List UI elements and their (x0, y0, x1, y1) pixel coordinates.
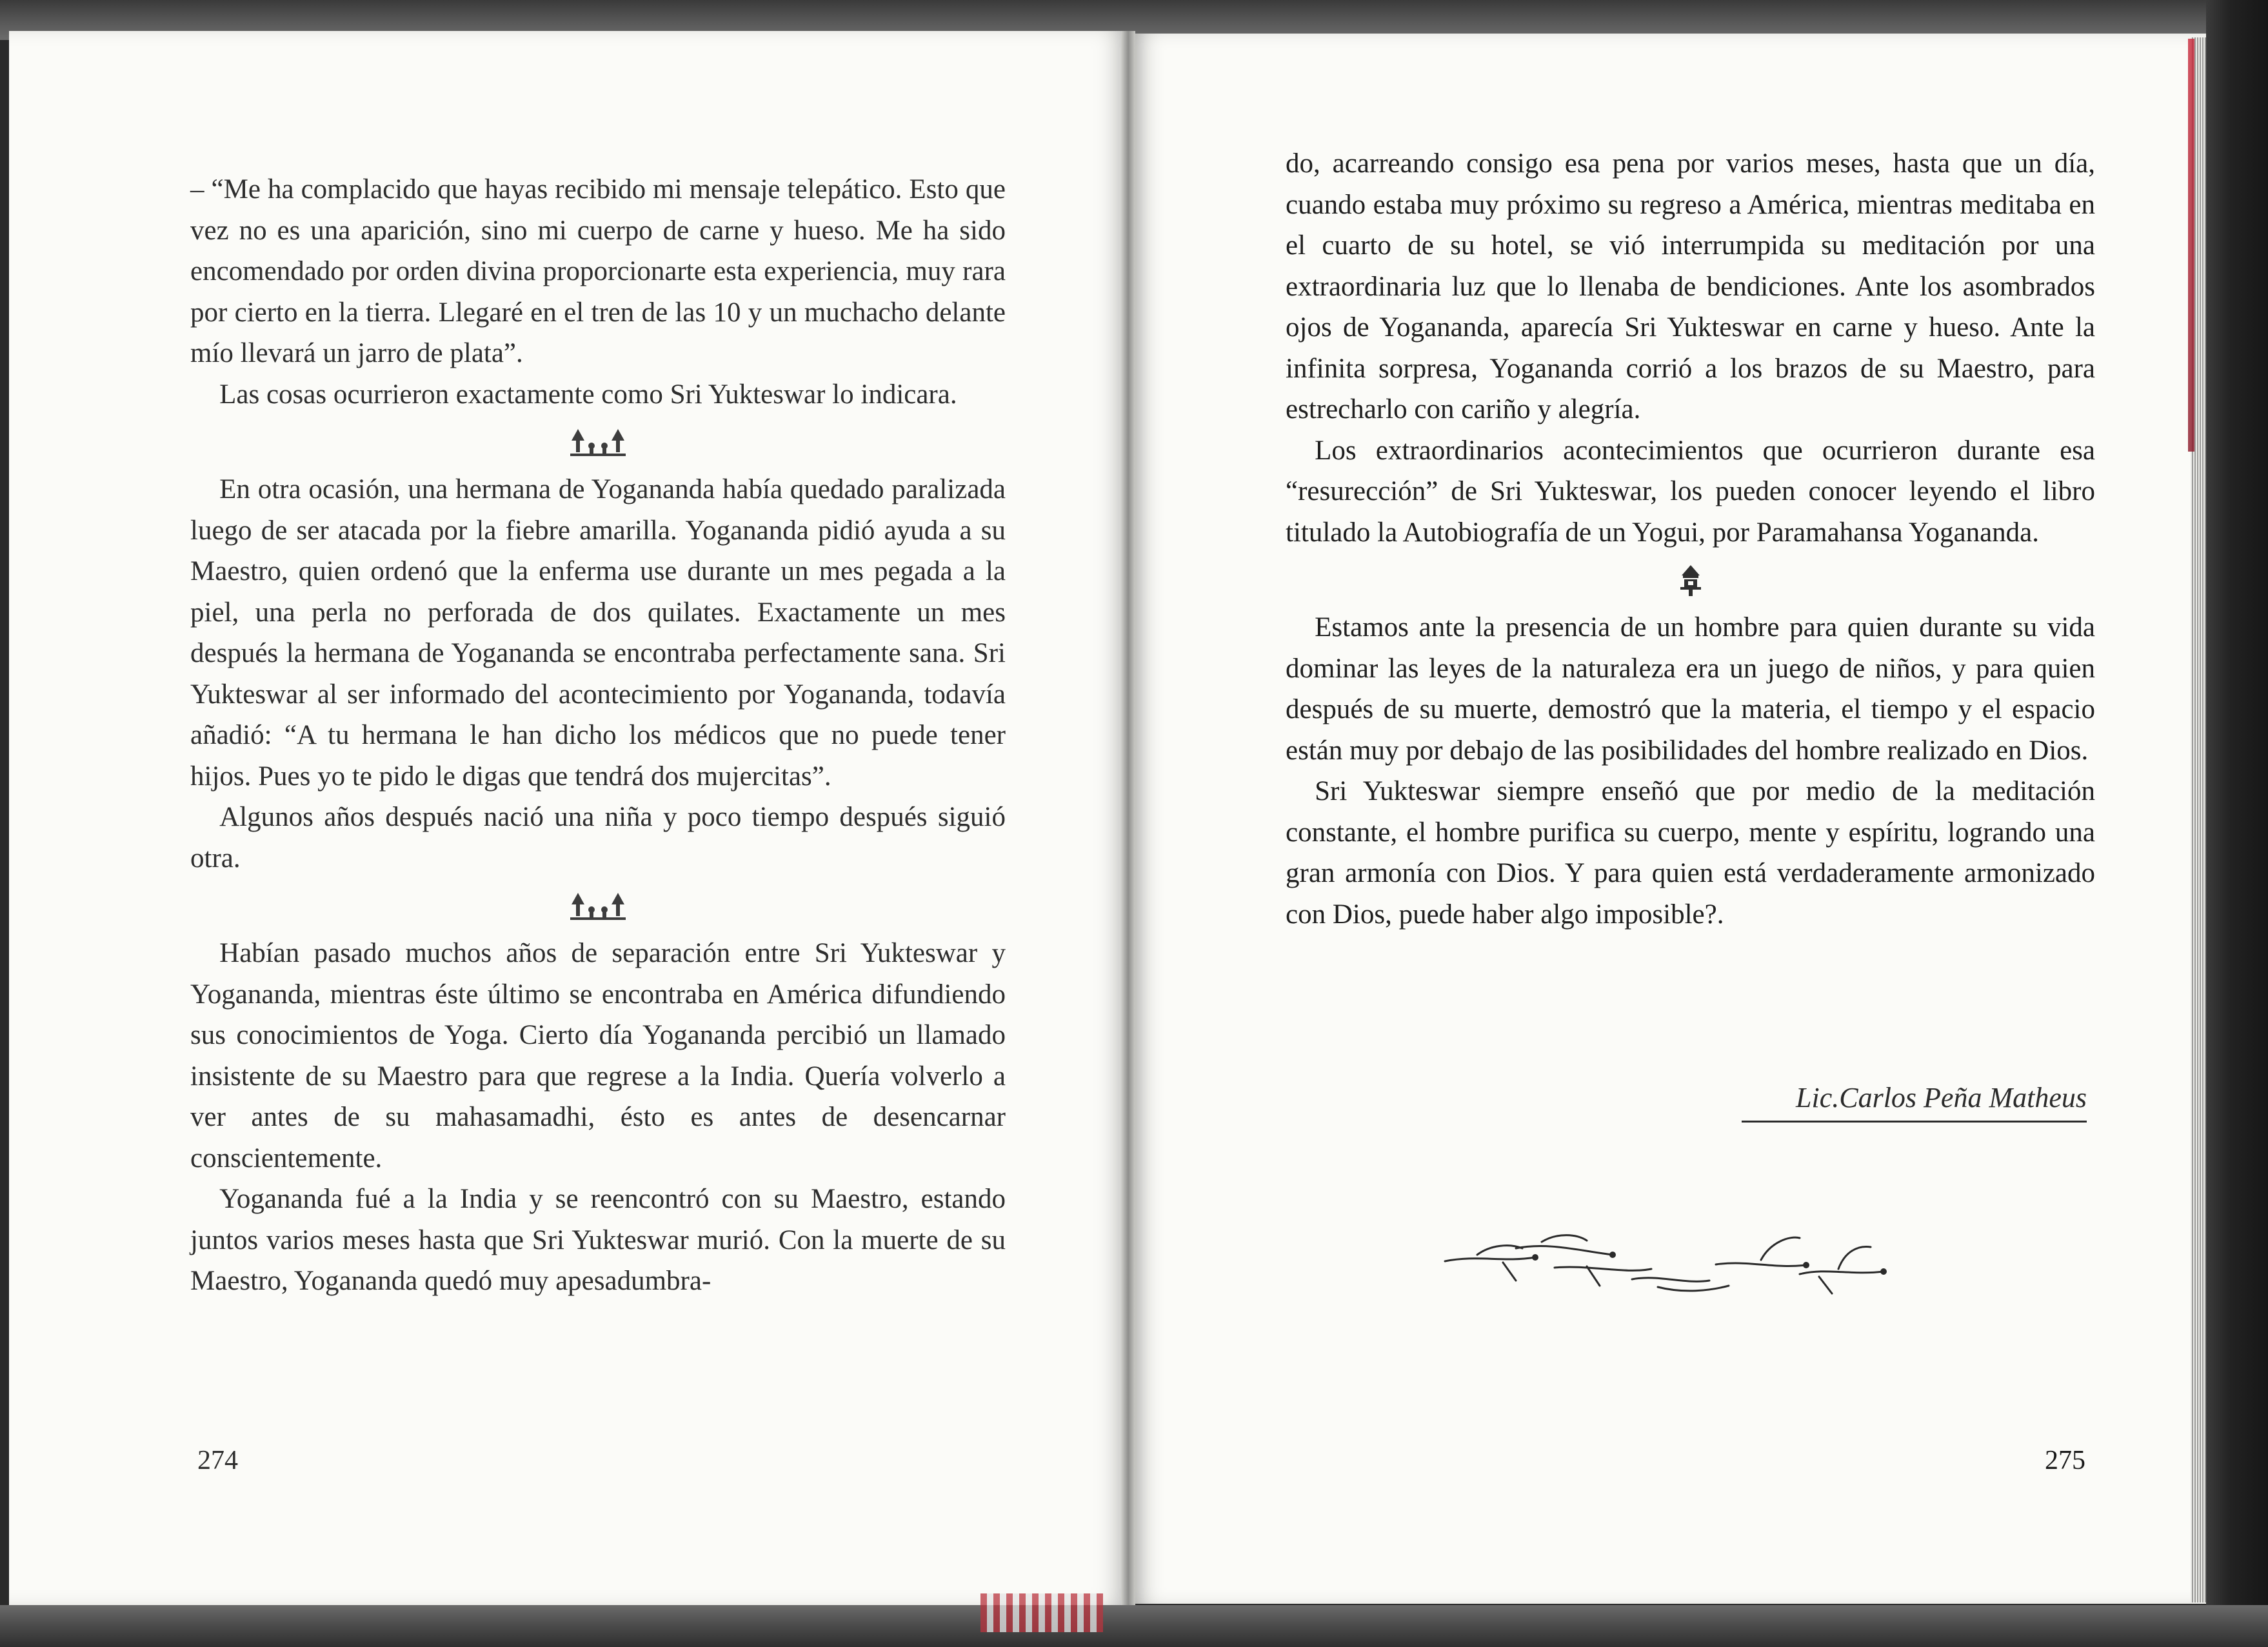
page-number-left: 274 (197, 1446, 238, 1475)
paragraph: Los extraordinarios acontecimientos que ocurrieron durante esa “resurección” de Sri Yukteswar, los pueden conocer leyendo el libro titulado la Autobiografía de un Yogui, por Paramahansa Yogananda. (1286, 435, 2095, 548)
paragraph: Habían pasado muchos años de separación entre Sri Yukteswar y Yogananda, mientras éste último se encontraba en América difundiendo sus conocimientos de Yoga. Cierto día Yogananda percibió un llamado insistente de su Maestro para que regrese a la India. Quería volverlo a ver antes de su mahasamadhi, ésto es antes de desencarnar conscientemente. (190, 938, 1006, 1173)
paragraph: Algunos años después nació una niña y poco tiempo después siguió otra. (190, 802, 1006, 873)
book-headband (980, 1593, 1103, 1632)
book-gutter (1121, 31, 1135, 1605)
left-page-text (190, 169, 1006, 1302)
flying-birds-icon (1438, 1229, 1903, 1306)
page-number-right: 275 (2045, 1446, 2085, 1475)
author-signature: Lic.Carlos Peña Matheus (1742, 1081, 2087, 1123)
paragraph: – “Me ha complacido que hayas recibido mi mensaje telepático. Esto que vez no es una aparición, sino mi cuerpo de carne y hueso. Me ha sido encomendado por orden divina proporcionarte esta experiencia, muy rara por cierto en la tierra. Llegaré en el tren de las 10 y un muchacho delante mío llevará un jarro de plata”. (190, 174, 1006, 368)
paragraph: Estamos ante la presencia de un hombre para quien durante su vida dominar las leyes de la naturaleza era un juego de niños, y para quien después de su muerte, demostró que la materia, el tiempo y el espacio están muy por debajo de las posibilidades del hombre realizado en Dios. (1286, 612, 2095, 766)
shrine-ornament-icon (1286, 558, 2095, 603)
book-cover-right-edge (2206, 0, 2268, 1647)
paragraph: Sri Yukteswar siempre enseñó que por medio de la meditación constante, el hombre purifica su cuerpo, mente y espíritu, logrando una gran armonía con Dios. Y para quien está verdaderamente armonizado con Dios, puede haber algo imposible?. (1286, 776, 2095, 930)
paragraph: Yogananda fué a la India y se reencontró con su Maestro, estando juntos varios meses hasta que Sri Yukteswar murió. Con la muerte de su Maestro, Yogananda quedó muy apesadumbra- (190, 1184, 1006, 1296)
temple-ornament-icon (190, 884, 1006, 929)
paragraph: Las cosas ocurrieron exactamente como Sri Yukteswar lo indicara. (219, 379, 957, 410)
temple-ornament-icon (190, 420, 1006, 465)
paragraph: En otra ocasión, una hermana de Yogananda había quedado paralizada luego de ser atacada por la fiebre amarilla. Yogananda pidió ayuda a su Maestro, quien ordenó que la enferma use durante un mes pegada a la piel, una perla no perforada de dos quilates. Exactamente un mes después la hermana de Yogananda se encontraba perfectamente sana. Sri Yukteswar al ser informado del acontecimiento por Yogananda, todavía añadió: “A tu hermana le han dicho los médicos que no puede tener hijos. Pues yo te pido le digas que tendrá dos mujercitas”. (190, 474, 1006, 792)
book-cover-bottom-edge (0, 1605, 2268, 1647)
right-page-text (1286, 143, 2095, 935)
paragraph: do, acarreando consigo esa pena por varios meses, hasta que un día, cuando estaba muy próximo su regreso a América, mientras meditaba en el cuarto de su hotel, se vió interrumpida su meditación por una extraordinaria luz que lo llenaba de bendiciones. Ante los asombrados ojos de Yogananda, aparecía Sri Yukteswar en carne y hueso. Ante la infinita sorpresa, Yogananda corrió a los brazos de su Maestro, para estrecharlo con cariño y alegría. (1286, 148, 2095, 424)
bookmark-ribbon (2188, 39, 2194, 452)
